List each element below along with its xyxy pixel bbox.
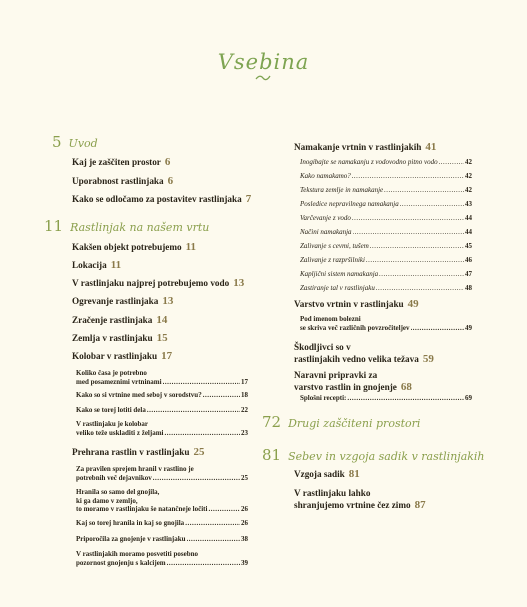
- page-title: Vsebina: [217, 50, 310, 74]
- entry-text: Kako namakamo?: [300, 172, 351, 180]
- leader-dots: [353, 228, 464, 237]
- entry-text: Ogrevanje rastlinjaka: [72, 296, 159, 306]
- entry-text: to moramo v rastlinjaku še natančneje ločiti: [76, 505, 208, 513]
- entry-text: varstvo rastlin in gnojenje: [294, 382, 397, 392]
- page-number: 6: [164, 156, 171, 168]
- page-number: 11: [110, 259, 122, 271]
- toc-entry[interactable]: [72, 350, 172, 362]
- leader-dots: [352, 172, 464, 181]
- entry-text: Hranila so samo del gnojila,: [76, 488, 160, 496]
- toc-entry[interactable]: [294, 487, 426, 511]
- entry-text: Kaj je zaščiten prostor: [72, 157, 161, 167]
- toc-subentry[interactable]: [300, 394, 472, 403]
- entry-text: Koliko časa je potrebno: [76, 369, 147, 377]
- toc-subentry[interactable]: [300, 284, 472, 293]
- leader-dots: [384, 186, 464, 195]
- entry-text: Prehrana rastlin v rastlinjaku: [72, 447, 190, 457]
- entry-text: Škodljivci so v: [294, 342, 351, 352]
- toc-entry[interactable]: [294, 141, 436, 153]
- toc-subentry[interactable]: [300, 270, 472, 279]
- page-number: 47: [465, 270, 472, 278]
- toc-subentry[interactable]: [76, 519, 248, 528]
- entry-text: Priporočila za gnojenje v rastlinjaku: [76, 535, 186, 543]
- toc-subentry[interactable]: [300, 228, 472, 237]
- entry-text: Kakšen objekt potrebujemo: [72, 242, 182, 252]
- page-number: 49: [465, 323, 472, 332]
- page-number: 42: [465, 172, 472, 180]
- page-number: 6: [167, 175, 174, 187]
- leader-dots: [208, 505, 240, 514]
- page-number: 11: [185, 241, 196, 253]
- page-number: 46: [465, 256, 472, 264]
- page-number: 39: [241, 558, 248, 567]
- section-uvod[interactable]: [52, 133, 98, 151]
- entry-text: Zemlja v rastlinjaku: [72, 333, 153, 343]
- entry-text: Kolobar v rastlinjaku: [72, 351, 158, 361]
- leader-dots: [352, 214, 464, 223]
- toc-subentry[interactable]: [300, 172, 472, 181]
- page-number: 25: [241, 473, 248, 482]
- page-number: 38: [241, 535, 248, 543]
- entry-text: V rastlinjaku lahko: [294, 488, 371, 498]
- toc-entry[interactable]: [294, 298, 419, 310]
- page-number: 14: [156, 314, 168, 326]
- page-number: 17: [241, 377, 248, 386]
- page-number: 26: [241, 505, 248, 513]
- section-name: Sebev in vzgoja sadik v rastlinjakih: [288, 450, 485, 463]
- page-number: 26: [241, 519, 248, 527]
- page-number: 23: [241, 428, 248, 437]
- toc-subentry[interactable]: [300, 186, 472, 195]
- section-vzgoja-sadik[interactable]: [262, 446, 485, 464]
- leader-dots: [370, 242, 464, 251]
- entry-text: Splošni recepti:: [300, 394, 347, 402]
- section-name: Uvod: [68, 137, 98, 150]
- toc-subentry[interactable]: [76, 488, 248, 514]
- toc-subentry[interactable]: [300, 256, 472, 265]
- leader-dots: [167, 559, 240, 568]
- entry-text: Naravni pripravki za: [294, 370, 378, 380]
- toc-subentry[interactable]: [76, 535, 248, 544]
- toc-subentry[interactable]: [76, 369, 248, 386]
- toc-subentry[interactable]: [76, 406, 248, 415]
- page-number: 48: [465, 284, 472, 292]
- toc-subentry[interactable]: [300, 315, 472, 332]
- toc-entry[interactable]: [72, 277, 244, 289]
- page-number: 44: [465, 228, 472, 236]
- entry-text: Namakanje vrtnin v rastlinjakih: [294, 142, 422, 152]
- page-number: 59: [422, 353, 434, 365]
- entry-text: Lokacija: [72, 260, 107, 270]
- section-drugi-prostori[interactable]: [262, 413, 420, 431]
- entry-text: V rastlinjaku najprej potrebujemo vodo: [72, 278, 230, 288]
- section-number: 72: [262, 413, 282, 431]
- section-rastlinjak[interactable]: [44, 217, 209, 235]
- leader-dots: [379, 270, 464, 279]
- page-number: 68: [400, 381, 412, 393]
- toc-entry[interactable]: [72, 156, 170, 168]
- entry-text: Posledice nepravilnega namakanja: [300, 200, 399, 208]
- toc-entry[interactable]: [294, 341, 434, 365]
- page-number: 13: [233, 277, 245, 289]
- page-number: 43: [465, 200, 472, 208]
- page-number: 18: [241, 391, 248, 399]
- leader-dots: [185, 519, 240, 528]
- section-number: 11: [44, 217, 64, 235]
- toc-entry[interactable]: [72, 175, 173, 187]
- page-number: 44: [465, 214, 472, 222]
- leader-dots: [187, 535, 240, 544]
- entry-text: Inogibajte se namakanju z vodovodno pitno vodo: [300, 158, 438, 166]
- entry-text: Pod imenom bolezni: [300, 315, 361, 323]
- leader-dots: [163, 378, 240, 387]
- page-number: 45: [465, 242, 472, 250]
- page-number: 25: [193, 446, 205, 458]
- entry-text: Varčevanje z vodo: [300, 214, 351, 222]
- entry-text: pozornost gnojenju s kalcijem: [76, 558, 166, 567]
- entry-text: rastlinjakih vedno velika težava: [294, 354, 419, 364]
- toc-entry[interactable]: [72, 259, 121, 271]
- page-number: 15: [156, 332, 168, 344]
- entry-text: Zalivanje z razpršilniki: [300, 256, 365, 264]
- entry-text: Kako so si vrtnine med seboj v sorodstvu?: [76, 391, 202, 399]
- toc-subentry[interactable]: [300, 214, 472, 223]
- entry-text: Za pravilen sprejem hranil v rastlino je: [76, 465, 194, 473]
- toc-subentry[interactable]: [300, 200, 472, 209]
- page-number: 42: [465, 186, 472, 194]
- entry-text: shranjujemo vrtnine čez zimo: [294, 500, 411, 510]
- toc-entry[interactable]: [72, 295, 173, 307]
- toc-entry[interactable]: [72, 241, 196, 253]
- entry-text: Zalivanje s cevmi, tušem: [300, 242, 369, 250]
- entry-text: ki ga damo v zemljo,: [76, 496, 138, 505]
- leader-dots: [366, 256, 464, 265]
- page-number: 42: [465, 158, 472, 166]
- page-number: 7: [245, 193, 252, 205]
- toc-subentry[interactable]: [300, 242, 472, 251]
- section-number: 5: [52, 133, 62, 151]
- section-number: 81: [262, 446, 282, 464]
- page-number: 22: [241, 406, 248, 414]
- entry-text: V rastlinjaku je kolobar: [76, 420, 149, 428]
- leader-dots: [439, 158, 464, 167]
- entry-text: veliko teže uskladiti z željami: [76, 428, 164, 437]
- leader-dots: [347, 394, 464, 403]
- page-number: 87: [414, 499, 426, 511]
- leader-dots: [164, 429, 240, 438]
- toc-entry[interactable]: [294, 369, 412, 393]
- leader-dots: [376, 284, 464, 293]
- entry-text: Varstvo vrtnin v rastlinjaku: [294, 299, 404, 309]
- entry-text: Kako se odločamo za postavitev rastlinjaka: [72, 194, 242, 204]
- toc-subentry[interactable]: [76, 465, 248, 482]
- entry-text: potrebnih več dejavnikov: [76, 473, 152, 482]
- page-number: 13: [162, 295, 174, 307]
- leader-dots: [203, 391, 240, 400]
- toc-subentry[interactable]: [76, 550, 248, 567]
- toc-entry[interactable]: [72, 193, 251, 205]
- toc-entry[interactable]: [72, 332, 168, 344]
- section-name: Rastlinjak na našem vrtu: [70, 221, 210, 234]
- page-number: 69: [465, 394, 472, 402]
- page-number: 81: [348, 468, 360, 480]
- toc-left-column: [44, 0, 252, 607]
- toc-entry[interactable]: [72, 446, 205, 458]
- toc-subentry[interactable]: [76, 420, 248, 437]
- entry-text: Zastiranje tal v rastlinjaku: [300, 284, 375, 292]
- entry-text: med posameznimi vrtninami: [76, 377, 162, 386]
- entry-text: Uporabnost rastlinjaka: [72, 176, 164, 186]
- leader-dots: [400, 200, 464, 209]
- entry-text: Tekstura zemlje in namakanje: [300, 186, 384, 194]
- entry-text: Kapljični sistem namakanja: [300, 270, 379, 278]
- page-number: 41: [425, 141, 437, 153]
- page-number: 17: [161, 350, 173, 362]
- toc-subentry[interactable]: [300, 158, 472, 167]
- entry-text: Zračenje rastlinjaka: [72, 315, 153, 325]
- entry-text: Vzgoja sadik: [294, 469, 345, 479]
- entry-text: Kaj so torej hranila in kaj so gnojila: [76, 519, 185, 527]
- toc-right-column: [262, 0, 485, 607]
- toc-entry[interactable]: [294, 468, 360, 480]
- leader-dots: [147, 406, 240, 415]
- entry-text: Načini namakanja: [300, 228, 352, 236]
- entry-text: Kako se torej lotiti dela: [76, 406, 146, 414]
- entry-text: V rastlinjakih moramo posvetiti posebno: [76, 550, 198, 558]
- toc-subentry[interactable]: [76, 391, 248, 400]
- section-name: Drugi zaščiteni prostori: [288, 417, 421, 430]
- leader-dots: [153, 474, 240, 483]
- toc-entry[interactable]: [72, 314, 167, 326]
- page-number: 49: [407, 298, 419, 310]
- entry-text: se skriva več različnih povzročiteljev: [300, 323, 410, 332]
- leader-dots: [411, 324, 464, 333]
